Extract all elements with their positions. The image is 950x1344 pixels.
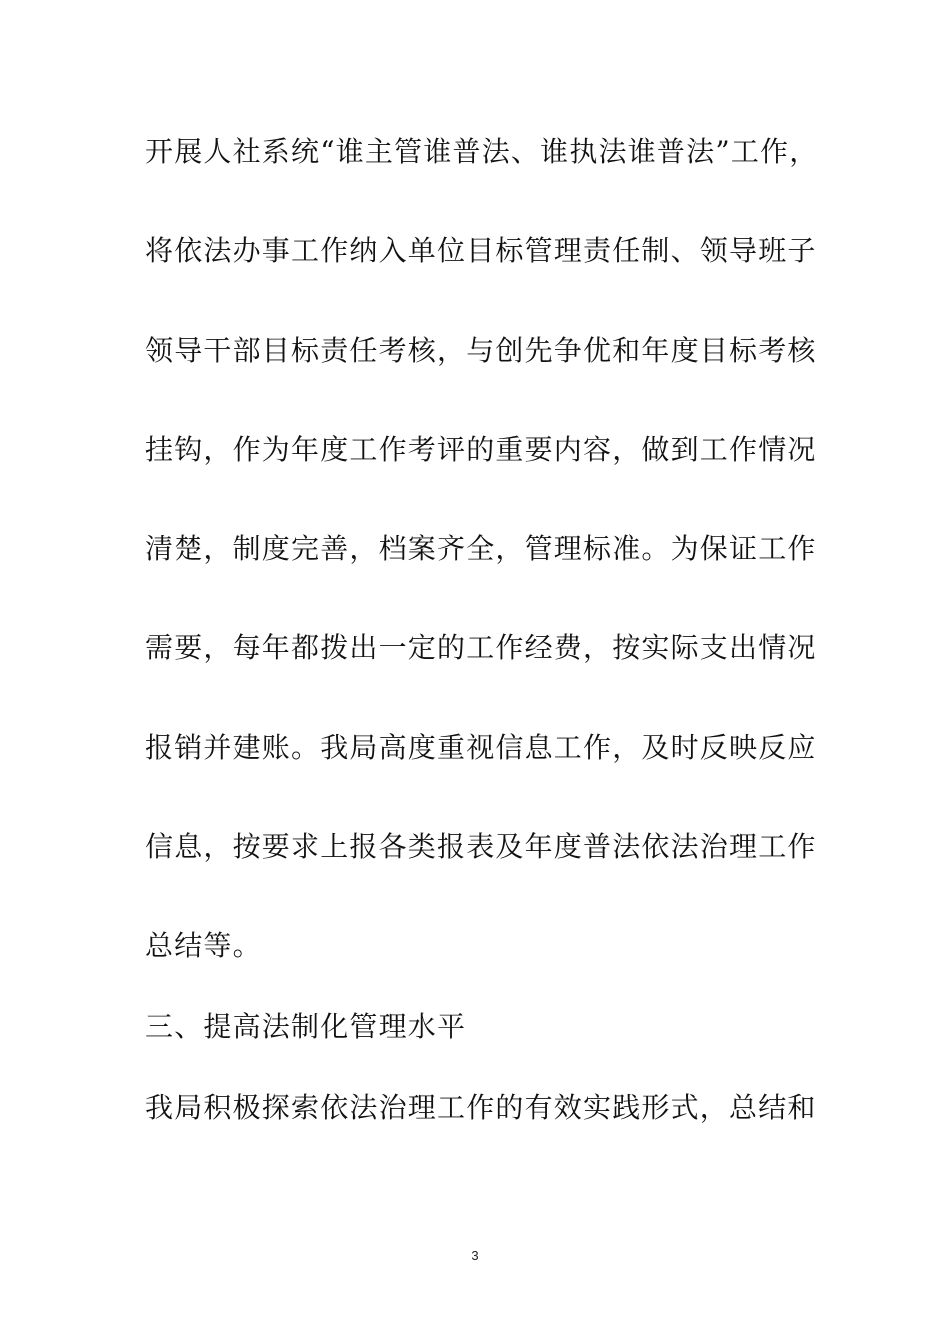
body-line-8: 信息，按要求上报各类报表及年度普法依法治理工作 xyxy=(145,830,817,863)
body-line-9: 总结等。 xyxy=(145,929,262,962)
body-line-5: 清楚，制度完善，档案齐全，管理标准。为保证工作 xyxy=(145,532,817,565)
body-line-4: 挂钩，作为年度工作考评的重要内容，做到工作情况 xyxy=(145,433,817,466)
body-line-1: 开展人社系统“谁主管谁普法、谁执法谁普法”工作， xyxy=(145,135,819,168)
body-line-7: 报销并建账。我局高度重视信息工作，及时反映反应 xyxy=(145,731,817,764)
body-line-3: 领导干部目标责任考核，与创先争优和年度目标考核 xyxy=(145,334,817,367)
page-number: 3 xyxy=(471,1248,479,1263)
section-body-line-1: 我局积极探索依法治理工作的有效实践形式，总结和 xyxy=(145,1091,817,1124)
body-line-6: 需要，每年都拨出一定的工作经费，按实际支出情况 xyxy=(145,631,817,664)
body-line-2: 将依法办事工作纳入单位目标管理责任制、领导班子 xyxy=(145,234,817,267)
section-heading: 三、提高法制化管理水平 xyxy=(145,1010,467,1043)
